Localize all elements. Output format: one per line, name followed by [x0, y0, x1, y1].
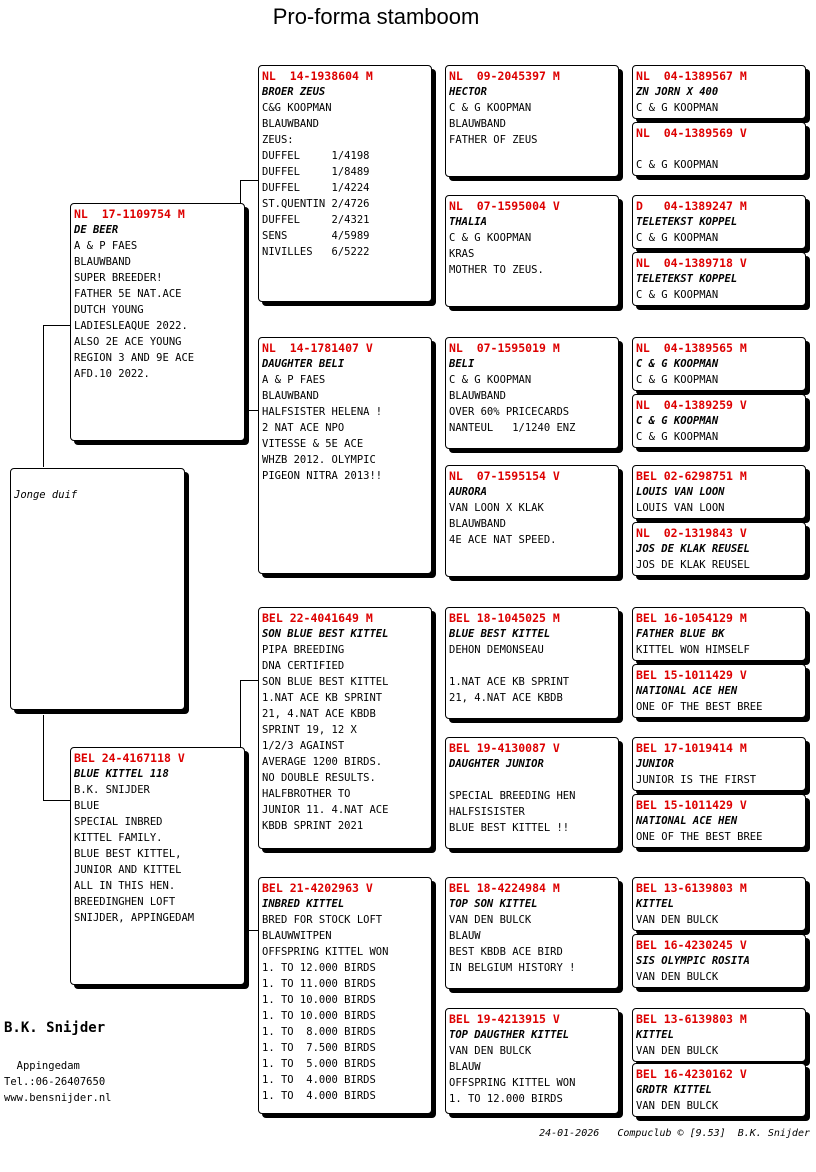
- connector-line: [435, 395, 436, 510]
- info-line: BRED FOR STOCK LOFT: [262, 914, 383, 926]
- connector-line: [240, 180, 258, 181]
- page-title: Pro-forma stamboom: [272, 4, 480, 29]
- ring-number: BEL 16-4230162 V: [636, 1067, 747, 1081]
- info-line: DEHON DEMONSEAU: [449, 644, 544, 656]
- pigeon-name: BROER ZEUS: [262, 86, 326, 98]
- connector-line: [622, 215, 623, 273]
- info-line: WHZB 2012. OLYMPIC: [262, 454, 376, 466]
- connector-line: [43, 325, 70, 326]
- info-line: NO DOUBLE RESULTS.: [262, 772, 376, 784]
- info-line: SENS 4/5989: [262, 230, 370, 242]
- breeder-name: B.K. Snijder: [4, 1020, 106, 1036]
- ring-number: NL 02-1319843 V: [636, 526, 747, 540]
- info-line: 21, 4.NAT ACE KBDB: [449, 692, 563, 704]
- info-line: 1. TO 12.000 BIRDS: [262, 962, 376, 974]
- info-line: REGION 3 AND 9E ACE: [74, 352, 195, 364]
- pigeon-name: AURORA: [449, 486, 487, 498]
- info-line: ALL IN THIS HEN.: [74, 880, 176, 892]
- info-line: C & G KOOPMAN: [636, 374, 719, 386]
- info-line: OVER 60% PRICECARDS: [449, 406, 570, 418]
- info-line: C&G KOOPMAN: [262, 102, 332, 114]
- ring-number: NL 09-2045397 M: [449, 69, 560, 83]
- connector-line: [435, 665, 436, 785]
- info-line: DNA CERTIFIED: [262, 660, 345, 672]
- pedigree-card: [445, 337, 619, 449]
- info-line: BLAUWBAND: [262, 118, 319, 130]
- ring-number: D 04-1389247 M: [636, 199, 747, 213]
- pedigree-card: [258, 65, 432, 302]
- info-line: C & G KOOPMAN: [636, 232, 719, 244]
- breeder-phone: Tel.:06-26407650: [4, 1076, 106, 1088]
- pedigree-card: [258, 337, 432, 574]
- breeder-location: Appingedam: [4, 1060, 80, 1072]
- info-line: LADIESLEAQUE 2022.: [74, 320, 188, 332]
- ring-number: BEL 15-1011429 V: [636, 798, 747, 812]
- pigeon-name: TELETEKST KOPPEL: [636, 273, 738, 285]
- info-line: BLAUWWITPEN: [262, 930, 332, 942]
- pedigree-card: [632, 195, 806, 249]
- subject-name: Jonge duif: [14, 489, 78, 501]
- ring-number: BEL 18-4224984 M: [449, 881, 560, 895]
- pedigree-card: [632, 122, 806, 176]
- info-line: BLAUWBAND: [262, 390, 319, 402]
- info-line: HALFSISISTER: [449, 806, 525, 818]
- pigeon-name: KITTEL: [636, 1029, 674, 1041]
- info-line: C & G KOOPMAN: [636, 159, 719, 171]
- ring-number: NL 17-1109754 M: [74, 207, 185, 221]
- pedigree-card: [632, 607, 806, 661]
- info-line: 1. TO 4.000 BIRDS: [262, 1090, 376, 1102]
- info-line: B.K. SNIJDER: [74, 784, 150, 796]
- info-line: BLUE BEST KITTEL !!: [449, 822, 570, 834]
- connector-line: [435, 120, 436, 240]
- info-line: KBDB SPRINT 2021: [262, 820, 364, 832]
- pedigree-card: [70, 747, 245, 985]
- info-line: C & G KOOPMAN: [449, 102, 532, 114]
- subject-card: [10, 468, 185, 710]
- info-line: VAN DEN BULCK: [636, 1045, 719, 1057]
- pigeon-name: BLUE KITTEL 118: [74, 768, 169, 780]
- info-line: SPECIAL BREEDING HEN: [449, 790, 576, 802]
- info-line: NANTEUL 1/1240 ENZ: [449, 422, 576, 434]
- info-line: DUTCH YOUNG: [74, 304, 144, 316]
- ring-number: BEL 13-6139803 M: [636, 881, 747, 895]
- pigeon-name: [636, 141, 802, 157]
- pedigree-card: [632, 664, 806, 718]
- info-line: 1. TO 4.000 BIRDS: [262, 1074, 376, 1086]
- info-line: BLUE BEST KITTEL,: [74, 848, 182, 860]
- info-line: C & G KOOPMAN: [449, 232, 532, 244]
- info-line: NIVILLES 6/5222: [262, 246, 370, 258]
- info-line: BLAUWBAND: [449, 390, 506, 402]
- info-line: 1.NAT ACE KB SPRINT: [449, 676, 570, 688]
- pedigree-card: [258, 877, 432, 1114]
- info-line: BLAUWBAND: [74, 256, 131, 268]
- connector-line: [435, 925, 436, 1055]
- info-line: JUNIOR IS THE FIRST: [636, 774, 757, 786]
- info-line: C & G KOOPMAN: [636, 289, 719, 301]
- info-line: VAN DEN BULCK: [636, 1100, 719, 1112]
- info-line: 21, 4.NAT ACE KBDB: [262, 708, 376, 720]
- info-line: ZEUS:: [262, 134, 294, 146]
- pigeon-name: TOP SON KITTEL: [449, 898, 538, 910]
- ring-number: BEL 13-6139803 M: [636, 1012, 747, 1026]
- pedigree-card: [445, 465, 619, 577]
- connector-line: [622, 910, 623, 968]
- ring-number: NL 07-1595004 V: [449, 199, 560, 213]
- connector-line: [622, 640, 623, 698]
- ring-number: NL 07-1595019 M: [449, 341, 560, 355]
- info-line: C & G KOOPMAN: [636, 102, 719, 114]
- pigeon-name: DE BEER: [74, 224, 119, 236]
- info-line: A & P FAES: [262, 374, 326, 386]
- info-line: VITESSE & 5E ACE: [262, 438, 364, 450]
- pigeon-name: TELETEKST KOPPEL: [636, 216, 738, 228]
- ring-number: BEL 19-4213915 V: [449, 1012, 560, 1026]
- pigeon-name: KITTEL: [636, 898, 674, 910]
- pedigree-card: [632, 737, 806, 791]
- info-line: BREEDINGHEN LOFT: [74, 896, 176, 908]
- info-line: JOS DE KLAK REUSEL: [636, 559, 750, 571]
- pedigree-card: [445, 65, 619, 177]
- pedigree-card: [445, 737, 619, 849]
- ring-number: NL 14-1938604 M: [262, 69, 373, 83]
- info-line: PIGEON NITRA 2013!!: [262, 470, 383, 482]
- info-line: KITTEL FAMILY.: [74, 832, 163, 844]
- ring-number: NL 04-1389565 M: [636, 341, 747, 355]
- pigeon-name: C & G KOOPMAN: [636, 358, 719, 370]
- info-line: AVERAGE 1200 BIRDS.: [262, 756, 383, 768]
- info-line: DUFFEL 1/8489: [262, 166, 370, 178]
- pigeon-name: FATHER BLUE BK: [636, 628, 725, 640]
- ring-number: NL 14-1781407 V: [262, 341, 373, 355]
- info-line: DUFFEL 2/4321: [262, 214, 370, 226]
- pedigree-card: [632, 465, 806, 519]
- ring-number: NL 07-1595154 V: [449, 469, 560, 483]
- info-line: 2 NAT ACE NPO: [262, 422, 345, 434]
- pedigree-card: [445, 195, 619, 307]
- info-line: ONE OF THE BEST BREE: [636, 831, 763, 843]
- info-line: ALSO 2E ACE YOUNG: [74, 336, 182, 348]
- info-line: DUFFEL 1/4224: [262, 182, 370, 194]
- info-line: 1. TO 10.000 BIRDS: [262, 1010, 376, 1022]
- info-line: BLUE: [74, 800, 100, 812]
- info-line: VAN LOON X KLAK: [449, 502, 544, 514]
- pedigree-card: [632, 1008, 806, 1062]
- info-line: SON BLUE BEST KITTEL: [262, 676, 389, 688]
- ring-number: BEL 15-1011429 V: [636, 668, 747, 682]
- info-line: KRAS: [449, 248, 475, 260]
- info-line: FATHER OF ZEUS: [449, 134, 538, 146]
- info-line: [449, 658, 615, 674]
- info-line: LOUIS VAN LOON: [636, 502, 725, 514]
- info-line: FATHER 5E NAT.ACE: [74, 288, 182, 300]
- ring-number: BEL 18-1045025 M: [449, 611, 560, 625]
- info-line: VAN DEN BULCK: [449, 1045, 532, 1057]
- pigeon-name: DAUGHTER BELI: [262, 358, 345, 370]
- connector-line: [43, 325, 44, 467]
- info-line: SNIJDER, APPINGEDAM: [74, 912, 195, 924]
- pigeon-name: BELI: [449, 358, 475, 370]
- pedigree-card: [632, 522, 806, 576]
- ring-number: NL 04-1389567 M: [636, 69, 747, 83]
- info-line: VAN DEN BULCK: [636, 971, 719, 983]
- info-line: JUNIOR 11. 4.NAT ACE: [262, 804, 389, 816]
- info-line: ONE OF THE BEST BREE: [636, 701, 763, 713]
- ring-number: NL 04-1389718 V: [636, 256, 747, 270]
- pedigree-card: [632, 337, 806, 391]
- pigeon-name: ZN JORN X 400: [636, 86, 719, 98]
- info-line: 1. TO 5.000 BIRDS: [262, 1058, 376, 1070]
- pedigree-card: [445, 607, 619, 719]
- info-line: MOTHER TO ZEUS.: [449, 264, 544, 276]
- connector-line: [622, 1040, 623, 1098]
- pedigree-card: [632, 877, 806, 931]
- info-line: BLAUW: [449, 1061, 481, 1073]
- info-line: HALFBROTHER TO: [262, 788, 351, 800]
- info-line: BLAUWBAND: [449, 118, 506, 130]
- pigeon-name: SIS OLYMPIC ROSITA: [636, 955, 750, 967]
- pigeon-name: BLUE BEST KITTEL: [449, 628, 551, 640]
- info-line: BLAUW: [449, 930, 481, 942]
- breeder-website: www.bensnijder.nl: [4, 1092, 112, 1104]
- connector-line: [622, 370, 623, 428]
- pigeon-name: NATIONAL ACE HEN: [636, 815, 738, 827]
- pedigree-card: [632, 1063, 806, 1117]
- pigeon-name: NATIONAL ACE HEN: [636, 685, 738, 697]
- pedigree-card: [632, 252, 806, 306]
- pigeon-name: SON BLUE BEST KITTEL: [262, 628, 389, 640]
- info-line: BLAUWBAND: [449, 518, 506, 530]
- connector-line: [240, 680, 258, 681]
- pedigree-card: [632, 394, 806, 448]
- pedigree-card: [445, 877, 619, 989]
- pedigree-card: [632, 794, 806, 848]
- info-line: 1/2/3 AGAINST: [262, 740, 345, 752]
- connector-line: [43, 715, 44, 800]
- ring-number: BEL 19-4130087 V: [449, 741, 560, 755]
- info-line: [449, 772, 615, 788]
- pedigree-card: [632, 65, 806, 119]
- info-line: C & G KOOPMAN: [636, 431, 719, 443]
- breeder-contact: [4, 1058, 111, 1106]
- info-line: IN BELGIUM HISTORY !: [449, 962, 576, 974]
- info-line: AFD.10 2022.: [74, 368, 150, 380]
- pedigree-card: [258, 607, 432, 849]
- ring-number: BEL 21-4202963 V: [262, 881, 373, 895]
- info-line: SPECIAL INBRED: [74, 816, 163, 828]
- pigeon-name: HECTOR: [449, 86, 487, 98]
- pedigree-card: [632, 934, 806, 988]
- pedigree-card: [70, 203, 245, 441]
- connector-line: [622, 100, 623, 158]
- ring-number: NL 04-1389259 V: [636, 398, 747, 412]
- info-line: 1. TO 7.500 BIRDS: [262, 1042, 376, 1054]
- info-line: 4E ACE NAT SPEED.: [449, 534, 557, 546]
- connector-line: [622, 770, 623, 828]
- ring-number: BEL 24-4167118 V: [74, 751, 185, 765]
- info-line: VAN DEN BULCK: [449, 914, 532, 926]
- info-line: JUNIOR AND KITTEL: [74, 864, 182, 876]
- info-line: PIPA BREEDING: [262, 644, 345, 656]
- ring-number: BEL 17-1019414 M: [636, 741, 747, 755]
- ring-number: NL 04-1389569 V: [636, 126, 747, 140]
- info-line: 1.NAT ACE KB SPRINT: [262, 692, 383, 704]
- pigeon-name: JOS DE KLAK REUSEL: [636, 543, 750, 555]
- connector-line: [622, 485, 623, 543]
- ring-number: BEL 22-4041649 M: [262, 611, 373, 625]
- info-line: C & G KOOPMAN: [449, 374, 532, 386]
- pigeon-name: C & G KOOPMAN: [636, 415, 719, 427]
- info-line: SPRINT 19, 12 X: [262, 724, 357, 736]
- ring-number: BEL 16-4230245 V: [636, 938, 747, 952]
- info-line: 1. TO 10.000 BIRDS: [262, 994, 376, 1006]
- pedigree-card: [445, 1008, 619, 1114]
- pigeon-name: JUNIOR: [636, 758, 674, 770]
- info-line: 1. TO 12.000 BIRDS: [449, 1093, 563, 1105]
- pigeon-name: DAUGHTER JUNIOR: [449, 758, 544, 770]
- info-line: HALFSISTER HELENA !: [262, 406, 383, 418]
- info-line: DUFFEL 1/4198: [262, 150, 370, 162]
- info-line: BEST KBDB ACE BIRD: [449, 946, 563, 958]
- pigeon-name: LOUIS VAN LOON: [636, 486, 725, 498]
- info-line: A & P FAES: [74, 240, 138, 252]
- pigeon-name: TOP DAUGTHER KITTEL: [449, 1029, 570, 1041]
- connector-line: [43, 800, 70, 801]
- info-line: OFFSPRING KITTEL WON: [262, 946, 389, 958]
- ring-number: BEL 02-6298751 M: [636, 469, 747, 483]
- footer-credit: 24-01-2026 Compuclub © [9.53] B.K. Snijder: [539, 1128, 810, 1139]
- info-line: ST.QUENTIN 2/4726: [262, 198, 370, 210]
- info-line: 1. TO 11.000 BIRDS: [262, 978, 376, 990]
- pigeon-name: THALIA: [449, 216, 487, 228]
- info-line: OFFSPRING KITTEL WON: [449, 1077, 576, 1089]
- info-line: KITTEL WON HIMSELF: [636, 644, 750, 656]
- pigeon-name: GRDTR KITTEL: [636, 1084, 712, 1096]
- info-line: 1. TO 8.000 BIRDS: [262, 1026, 376, 1038]
- info-line: SUPER BREEDER!: [74, 272, 163, 284]
- ring-number: BEL 16-1054129 M: [636, 611, 747, 625]
- info-line: VAN DEN BULCK: [636, 914, 719, 926]
- pigeon-name: INBRED KITTEL: [262, 898, 345, 910]
